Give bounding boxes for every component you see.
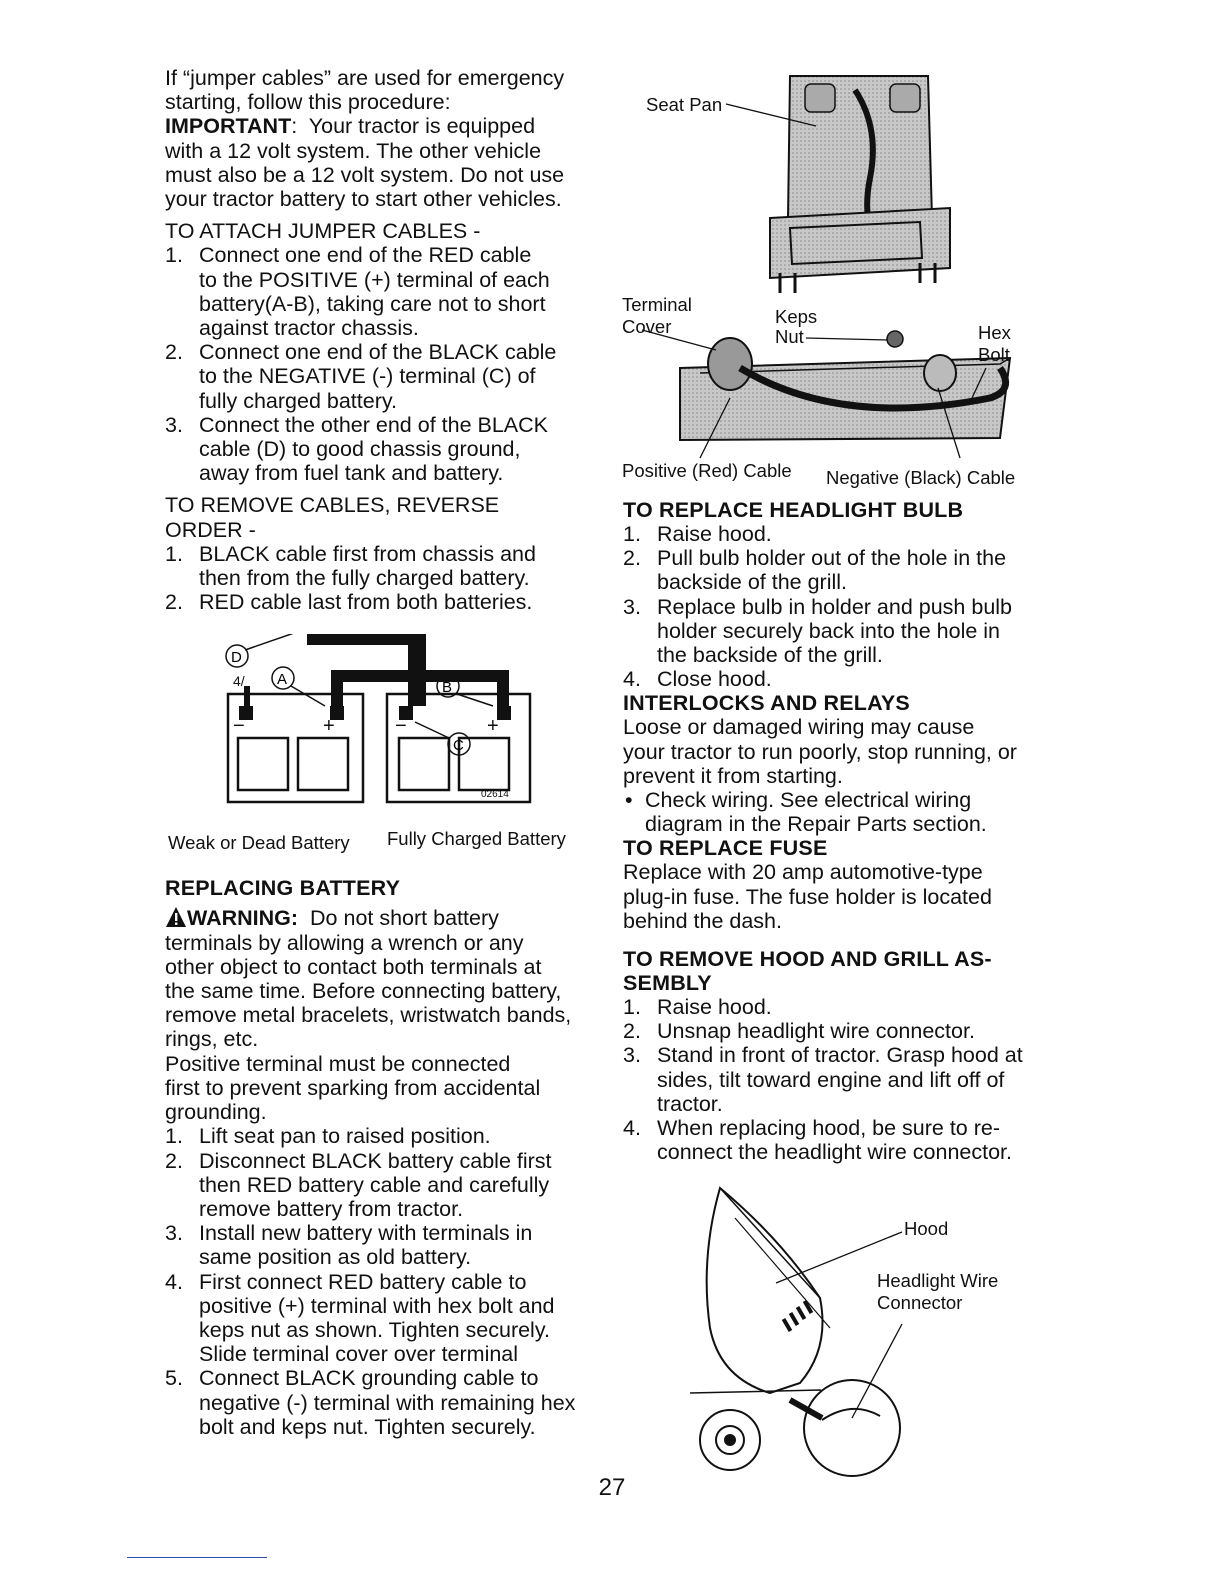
interlocks-line-3: prevent it from starting. <box>623 763 843 788</box>
label-hex-bolt-2: Bolt <box>978 344 1010 365</box>
label-hood: Hood <box>904 1218 949 1239</box>
fuse-line-3: behind the dash. <box>623 908 782 933</box>
warning-label: WARNING: <box>187 906 299 931</box>
headlight-steps <box>623 522 1053 691</box>
label-d: D <box>231 649 242 667</box>
list-item: 1. Lift seat pan to raised position. <box>165 1124 491 1149</box>
list-item: 3. Connect the other end of the BLACK cable (D) to good chassis ground, away from fuel tank and battery. <box>165 412 549 486</box>
list-item: 2. Pull bulb holder out of the hole in the backside of the grill. <box>623 546 1007 595</box>
attach-heading: TO ATTACH JUMPER CABLES - <box>165 219 481 244</box>
list-item: 2. Connect one end of the BLACK cable to the NEGATIVE (-) terminal (C) of fully charged battery. <box>165 340 557 413</box>
list-item: 4. First connect RED battery cable to positive (+) terminal with hex bolt and keps nut as shown. Tighten securely. Slide terminal cover over terminal <box>165 1269 555 1367</box>
fuse-line-1: Replace with 20 amp automotive-type <box>623 860 983 885</box>
label-connector-1: Headlight Wire <box>877 1270 999 1291</box>
caption-charged-battery: Fully Charged Battery <box>387 828 566 850</box>
list-item: 1. Raise hood. <box>623 522 772 546</box>
label-positive-cable: Positive (Red) Cable <box>622 460 792 481</box>
svg-text:−: − <box>233 715 245 738</box>
list-item: 3. Stand in front of tractor. Grasp hood at sides, tilt toward engine and lift off of tractor. <box>623 1043 1023 1116</box>
remove-heading-line-1: TO REMOVE CABLES, REVERSE <box>165 493 500 518</box>
warning-line-1: WARNING: Do not short battery <box>165 906 595 930</box>
page-number: 27 <box>598 1474 626 1501</box>
figure-code: 02614 <box>481 789 509 801</box>
label-a: A <box>277 671 288 689</box>
list-item: 2. Disconnect BLACK battery cable first then RED battery cable and carefully remove battery from tractor. <box>165 1148 552 1221</box>
interlocks-line-1: Loose or damaged wiring may cause <box>623 715 975 740</box>
label-terminal-cover-1: Terminal <box>622 294 692 315</box>
seat-battery-figure <box>620 68 1040 493</box>
hood-heading-line-2: SEMBLY <box>623 971 712 996</box>
hood-figure <box>680 1178 1040 1478</box>
label-keps-nut-1: Keps <box>775 306 818 327</box>
svg-text:+: + <box>323 715 335 738</box>
list-item: 5. Connect BLACK grounding cable to negative (-) terminal with remaining hex bolt and keps nut. Tighten securely. <box>165 1366 576 1439</box>
fuse-heading: TO REPLACE FUSE <box>623 836 828 861</box>
jumper-battery-diagram <box>165 634 595 856</box>
positive-line-3: grounding. <box>165 1100 267 1125</box>
label-c: C <box>453 737 464 755</box>
list-item: 2. RED cable last from both batteries. <box>165 590 533 615</box>
list-item: 1. BLACK cable first from chassis and then from the fully charged battery. <box>165 541 536 591</box>
left-column <box>165 66 595 1439</box>
list-item: 4. Close hood. <box>623 667 772 692</box>
hood-steps <box>623 995 1053 1164</box>
important-label: IMPORTANT <box>165 114 292 139</box>
label-b: B <box>442 679 453 697</box>
hood-heading-line-1: TO REMOVE HOOD AND GRILL AS- <box>623 947 992 972</box>
important-line-2: with a 12 volt system. The other vehicle <box>165 138 542 163</box>
footer-rule <box>127 1557 267 1558</box>
warning-line-2: terminals by allowing a wrench or any <box>165 930 524 955</box>
replacing-battery-heading: REPLACING BATTERY <box>165 876 401 901</box>
intro-line-1: If “jumper cables” are used for emergency <box>165 66 565 90</box>
caption-weak-battery: Weak or Dead Battery <box>168 832 350 854</box>
remove-steps <box>165 542 595 615</box>
list-item: 3. Replace bulb in holder and push bulb holder securely back into the hole in the backside of the grill. <box>623 594 1013 668</box>
replace-battery-steps <box>165 1124 595 1439</box>
svg-text:+: + <box>487 715 499 738</box>
svg-text:4/: 4/ <box>233 673 245 690</box>
label-negative-cable: Negative (Black) Cable <box>826 467 1016 488</box>
positive-line-2: first to prevent sparking from accidental <box>165 1075 541 1100</box>
hood-illustration <box>680 1178 1040 1478</box>
label-connector-2: Connector <box>877 1292 963 1313</box>
warning-line-5: remove metal bracelets, wristwatch bands, <box>165 1003 572 1028</box>
important-line-1: Your tractor is equipped <box>308 114 536 139</box>
warning-line-4: the same time. Before connecting battery, <box>165 979 562 1004</box>
interlocks-line-2: your tractor to run poorly, stop running, or <box>623 739 1017 764</box>
fuse-line-2: plug-in fuse. The fuse holder is located <box>623 884 992 909</box>
warning-line-3: other object to contact both terminals at <box>165 954 542 979</box>
battery-diagram-svg <box>165 634 595 834</box>
label-hex-bolt-1: Hex <box>978 322 1011 343</box>
right-column <box>623 498 1053 1164</box>
important-note: IMPORTANT: Your tractor is equipped <box>165 114 536 139</box>
label-keps-nut-2: Nut <box>775 326 804 347</box>
warning-line-6: rings, etc. <box>165 1027 259 1052</box>
list-item: 2. Unsnap headlight wire connector. <box>623 1019 975 1044</box>
important-line-3: must also be a 12 volt system. Do not use <box>165 162 565 187</box>
important-line-4: your tractor battery to start other vehicles. <box>165 187 562 212</box>
positive-line-1: Positive terminal must be connected <box>165 1051 511 1076</box>
seat-battery-illustration <box>620 68 1040 493</box>
list-item: 4. When replacing hood, be sure to re- connect the headlight wire connector. <box>623 1116 1012 1165</box>
attach-steps <box>165 243 595 485</box>
interlocks-heading: INTERLOCKS AND RELAYS <box>623 691 910 716</box>
intro-line-2: starting, follow this procedure: <box>165 90 451 115</box>
warning-triangle-icon <box>165 906 187 928</box>
label-terminal-cover-2: Cover <box>622 316 672 337</box>
list-item: 3. Install new battery with terminals in same position as old battery. <box>165 1221 533 1270</box>
list-item: • Check wiring. See electrical wiring diagram in the Repair Parts section. <box>625 788 987 837</box>
list-item: 1. Raise hood. <box>623 995 772 1020</box>
label-seat-pan: Seat Pan <box>646 94 723 115</box>
remove-heading-line-2: ORDER - <box>165 517 256 542</box>
headlight-heading: TO REPLACE HEADLIGHT BULB <box>623 498 964 522</box>
svg-text:−: − <box>395 715 407 738</box>
list-item: 1. Connect one end of the RED cable to the POSITIVE (+) terminal of each battery(A-B), taking care not to short against tractor chassis. <box>165 243 550 341</box>
